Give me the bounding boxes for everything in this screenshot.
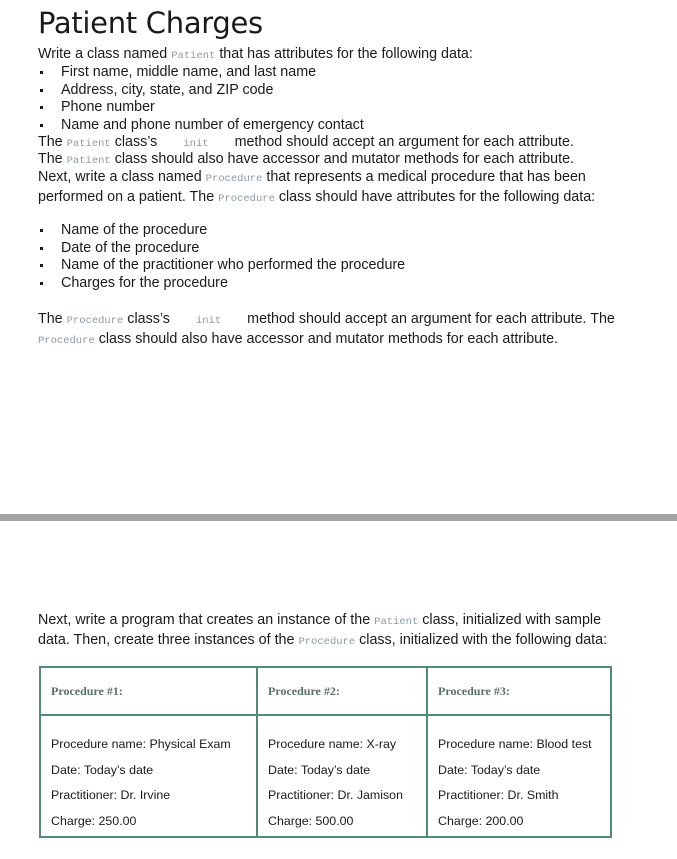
procedure-name: Procedure name: X-ray (268, 737, 397, 751)
procedure-table (39, 666, 612, 838)
bullet-icon (40, 124, 43, 127)
bullet-icon (40, 264, 43, 267)
procedure-name: Procedure name: Blood test (438, 737, 592, 751)
bullet-icon (40, 71, 43, 74)
page-title: Patient Charges (38, 6, 263, 40)
table-row (40, 715, 611, 837)
procedure-practitioner: Practitioner: Dr. Smith (438, 788, 559, 802)
code-patient: Patient (374, 616, 419, 628)
procedure-cell (427, 715, 611, 837)
bullet-icon (40, 229, 43, 232)
procedure-practitioner: Practitioner: Dr. Jamison (268, 788, 403, 802)
list-item: Phone number (38, 99, 364, 117)
table-header: Procedure #3: (427, 667, 611, 715)
page-two (0, 521, 677, 859)
list-item: Address, city, state, and ZIP code (38, 82, 364, 100)
code-procedure: Procedure (205, 173, 263, 185)
patient-attribute-list (38, 64, 364, 134)
bullet-icon (40, 282, 43, 285)
patient-init-paragraph: The Patient class’s init method should accept an argument for each attribute. (38, 134, 574, 150)
patient-intro: Write a class named Patient that has attributes for the following data: (38, 46, 473, 62)
list-item: Name and phone number of emergency contact (38, 117, 364, 135)
code-init: init (183, 138, 209, 150)
code-patient: Patient (171, 50, 216, 62)
procedure-init-paragraph: The Procedure class’s init method should accept an argument for each attribute. The Procedure class should also have accessor and mutator methods for each attribute. (38, 311, 615, 347)
bullet-icon (40, 89, 43, 92)
code-patient: Patient (66, 138, 111, 150)
procedure-date: Date: Today’s date (268, 762, 371, 777)
procedure-practitioner: Practitioner: Dr. Irvine (51, 788, 171, 802)
procedure-cell (40, 715, 257, 837)
page-divider (0, 514, 677, 521)
procedure-date: Date: Today’s date (51, 762, 154, 777)
list-item: Name of the procedure (38, 222, 405, 240)
bullet-icon (40, 247, 43, 250)
bullet-icon (40, 106, 43, 109)
procedure-charge: Charge: 500.00 (268, 813, 354, 828)
procedure-attribute-list (38, 222, 405, 292)
code-init: init (195, 315, 222, 327)
table-header: Procedure #2: (257, 667, 427, 715)
code-patient: Patient (66, 155, 111, 167)
procedure-charge: Charge: 200.00 (438, 813, 524, 828)
code-procedure: Procedure (38, 334, 95, 347)
procedure-date: Date: Today’s date (438, 762, 541, 777)
patient-accessor-paragraph: The Patient class should also have accessor and mutator methods for each attribute. (38, 151, 575, 167)
code-procedure: Procedure (218, 192, 275, 205)
procedure-name: Procedure name: Physical Exam (51, 737, 231, 751)
list-item: Date of the procedure (38, 240, 405, 258)
procedure-charge: Charge: 250.00 (51, 813, 137, 828)
list-item: First name, middle name, and last name (38, 64, 364, 82)
table-header: Procedure #1: (40, 667, 257, 715)
code-procedure: Procedure (66, 315, 124, 327)
list-item: Name of the practitioner who performed the procedure (38, 257, 405, 275)
table-header-row (40, 667, 611, 715)
procedure-cell (257, 715, 427, 837)
list-item: Charges for the procedure (38, 275, 405, 293)
procedure-intro-paragraph: Next, write a class named Procedure that represents a medical procedure that has been performed on a patient. The Procedure class should have attributes for the following data: (38, 169, 596, 205)
program-paragraph: Next, write a program that creates an instance of the Patient class, initialized with sample data. Then, create three instances of the Procedure class, initialized with the following data: (38, 612, 608, 648)
code-procedure: Procedure (298, 635, 356, 648)
